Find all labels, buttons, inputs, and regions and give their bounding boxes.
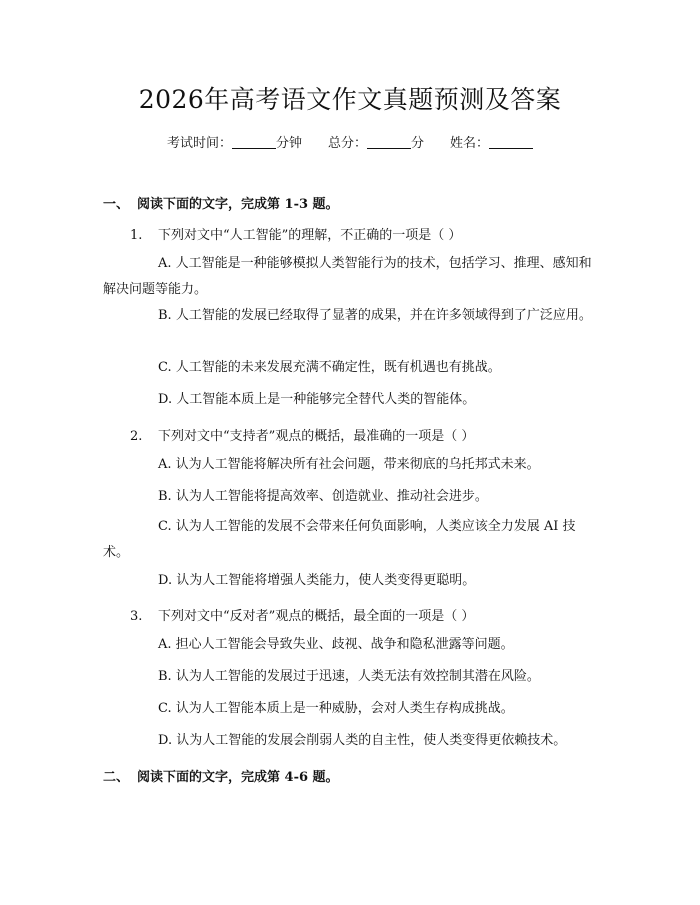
question-text: 下列对文中“人工智能”的理解，不正确的一项是（ ） [158,228,462,243]
name-blank [489,136,533,149]
exam-time-unit: 分钟 [275,136,302,151]
exam-time-label: 考试时间： [166,136,232,151]
question-2-option-d: D. 认为人工智能将增强人类能力，使人类变得更聪明。 [158,573,476,588]
question-text: 下列对文中“反对者”观点的概括，最全面的一项是（ ） [158,609,475,624]
question-3-option-d: D. 认为人工智能的发展会削弱人类的自主性，使人类变得更依赖技术。 [158,733,567,748]
exam-time-field [167,132,302,151]
exam-info-row [0,132,700,151]
question-2-option-b: B. 认为人工智能将提高效率、创造就业、推动社会进步。 [158,489,488,504]
question-2-option-c: C. 认为人工智能的发展不会带来任何负面影响，人类应该全力发展 AI 技术。 [103,519,576,560]
section-number: 二、 [103,770,130,785]
section-number: 一、 [103,197,130,212]
total-score-label: 总分： [327,136,367,151]
name-label: 姓名： [450,136,490,151]
question-2-option-a: A. 认为人工智能将解决所有社会问题，带来彻底的乌托邦式未来。 [158,457,540,472]
section-text: 阅读下面的文字，完成第 1-3 题。 [137,197,339,212]
question-1-option-a: A. 人工智能是一种能够模拟人类智能行为的技术，包括学习、推理、感知和解决问题等能力。 [103,256,592,297]
question-number: 2. [130,429,143,444]
question-number: 1. [130,228,143,243]
question-2 [130,425,474,444]
question-3 [130,605,474,624]
exam-time-blank [232,136,276,149]
page-title: 2026年高考语文作文真题预测及答案 [138,85,562,114]
question-3-option-c: C. 认为人工智能本质上是一种威胁，会对人类生存构成挑战。 [158,701,514,716]
question-3-option-b: B. 认为人工智能的发展过于迅速，人类无法有效控制其潜在风险。 [158,669,540,684]
question-1-option-b: B. 人工智能的发展已经取得了显著的成果，并在许多领域得到了广泛应用。 [158,308,592,323]
question-text: 下列对文中“支持者”观点的概括，最准确的一项是（ ） [158,429,475,444]
total-score-field [328,132,424,151]
question-1-option-d: D. 人工智能本质上是一种能够完全替代人类的智能体。 [158,392,476,407]
name-field [450,132,533,151]
section-heading-2 [103,766,339,785]
section-text: 阅读下面的文字，完成第 4-6 题。 [137,770,339,785]
question-number: 3. [130,609,143,624]
total-score-unit: 分 [411,136,425,151]
question-3-option-a: A. 担心人工智能会导致失业、歧视、战争和隐私泄露等问题。 [158,637,514,652]
question-1 [130,224,461,243]
total-score-blank [367,136,411,149]
question-1-option-c: C. 人工智能的未来发展充满不确定性，既有机遇也有挑战。 [158,360,501,375]
section-heading-1 [103,193,339,212]
